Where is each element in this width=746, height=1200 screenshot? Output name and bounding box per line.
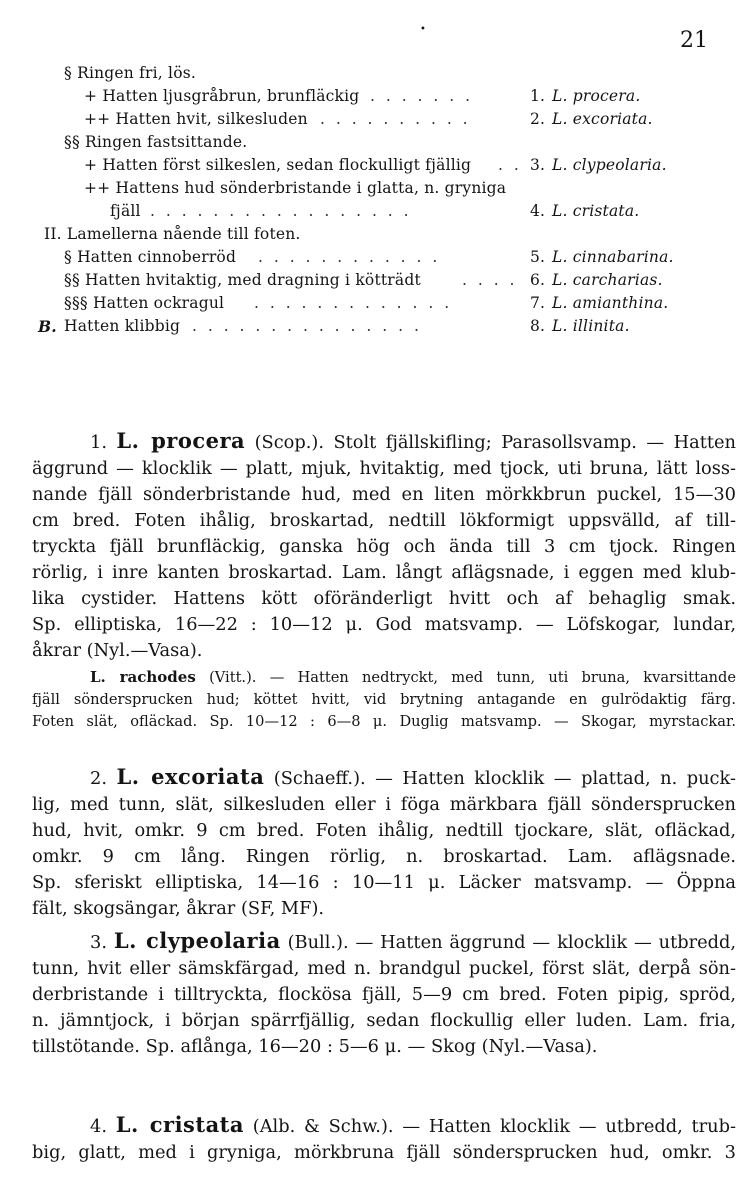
text-line (32, 428, 736, 456)
key-row (0, 317, 746, 340)
key-row (0, 156, 746, 179)
key-species: L. cristata. (552, 202, 640, 220)
text-line: lika cystider. Hattens kött oföränderligt hvitt och af behaglig smak. (32, 588, 736, 609)
species-author: (Schaeff.). (273, 768, 366, 789)
species-name: L. excoriata (116, 764, 265, 789)
key-dots: . . . . (462, 271, 518, 289)
key-number: 6. (530, 271, 546, 289)
key-text: Hatten klibbig (64, 317, 181, 335)
key-number: 4. (530, 202, 546, 220)
key-dots: . . . . . . . . . . . . . . . (192, 317, 422, 335)
text-line: fjäll söndersprucken hud; köttet hvitt, vid brytning antagande en gulrödaktig färg. (32, 691, 736, 708)
key-text: §§§ Hatten ockragul (64, 294, 225, 312)
key-species: L. illinita. (552, 317, 630, 335)
text-line: tryckta fjäll brunfläckig, ganska hög och ända till 3 cm tjock. Ringen (32, 536, 736, 557)
identification-key (0, 64, 746, 340)
species-name: L. rachodes (90, 668, 196, 686)
key-text: § Ringen fri, lös. (64, 64, 197, 82)
key-number: 3. (530, 156, 546, 174)
text-line-content: — Hatten klocklik — utbredd, trub- (402, 1116, 737, 1137)
species-author: (Scop.). (254, 432, 324, 453)
species-author: (Vitt.). (209, 669, 257, 686)
entry-rachodes (32, 666, 736, 733)
key-dots: . . . . . . . . . . (320, 110, 471, 128)
key-number: 1. (530, 87, 546, 105)
key-number: 8. (530, 317, 546, 335)
key-text: + Hatten först silkeslen, sedan flockulligt fjällig (84, 156, 472, 174)
key-number: 2. (530, 110, 546, 128)
key-dots: . . . . . . . . . . . . (258, 248, 441, 266)
species-author: (Alb. & Schw.). (252, 1116, 394, 1137)
entry-procera (32, 428, 736, 664)
text-line: big, glatt, med i gryniga, mörkbruna fjäll söndersprucken hud, omkr. 3 (32, 1142, 736, 1163)
key-text: fjäll (110, 202, 141, 220)
entry-number: 2. (90, 768, 107, 789)
text-line: tunn, hvit eller sämskfärgad, med n. brandgul puckel, först slät, derpå sön- (32, 958, 736, 979)
text-line: Sp. elliptiska, 16—22 : 10—12 μ. God matsvamp. — Löfskogar, lundar, (32, 614, 736, 635)
text-line: lig, med tunn, slät, silkesluden eller i föga märkbara fjäll söndersprucken (32, 794, 736, 815)
text-line: cm bred. Foten ihålig, broskartad, nedtill lökformigt uppsvälld, af till- (32, 510, 736, 531)
key-row (0, 179, 746, 202)
text-line: åkrar (Nyl.—Vasa). (32, 640, 203, 661)
key-dots: . . . . . . . (370, 87, 474, 105)
text-line: n. jämntjock, i början spärrfjällig, sedan flockullig eller luden. Lam. fria, (32, 1010, 736, 1031)
species-name: L. cristata (115, 1112, 244, 1137)
key-row (0, 110, 746, 133)
text-line: Foten slät, ofläckad. Sp. 10—12 : 6—8 μ. Duglig matsvamp. — Skogar, myrstackar. (32, 713, 736, 730)
page-dot: • (420, 24, 426, 35)
text-line-content: — Hatten klocklik — plattad, n. puck- (375, 768, 736, 789)
entry-clypeolaria (32, 928, 736, 1060)
text-line: derbristande i tilltryckta, flockösa fjäll, 5—9 cm bred. Foten pipig, spröd, (32, 984, 736, 1005)
key-species: L. amianthina. (552, 294, 669, 312)
key-dots: . . . . . . . . . . . . . . . . . (150, 202, 412, 220)
key-text: §§ Ringen fastsittande. (64, 133, 248, 151)
key-row (0, 202, 746, 225)
text-line: tillstötande. Sp. aflånga, 16—20 : 5—6 μ. — Skog (Nyl.—Vasa). (32, 1036, 598, 1057)
key-row (0, 87, 746, 110)
text-line: omkr. 9 cm lång. Ringen rörlig, n. broskartad. Lam. aflägsnade. (32, 846, 736, 867)
entry-number: 4. (90, 1116, 107, 1137)
key-row (0, 225, 746, 248)
key-species: L. procera. (552, 87, 641, 105)
text-line: rörlig, i inre kanten broskartad. Lam. långt aflägsnade, i eggen med klub- (32, 562, 736, 583)
text-line-content: — Hatten nedtryckt, med tunn, uti bruna, kvarsittande (269, 669, 737, 686)
text-line: Sp. sferiskt elliptiska, 14—16 : 10—11 μ. Läcker matsvamp. — Öppna (32, 872, 736, 893)
species-author: (Bull.). (287, 932, 349, 953)
key-dots: . . . . . . . . . . . . . (254, 294, 453, 312)
key-dots: . . (498, 156, 522, 174)
text-line-content: Stolt fjällskifling; Parasollsvamp. — Hatten (333, 432, 736, 453)
key-text: § Hatten cinnoberröd (64, 248, 237, 266)
text-line: fält, skogsängar, åkrar (SF, MF). (32, 898, 325, 919)
key-row (0, 133, 746, 156)
key-species: L. clypeolaria. (552, 156, 667, 174)
entry-excoriata (32, 764, 736, 922)
key-text: ++ Hatten hvit, silkesluden (84, 110, 308, 128)
key-row (0, 271, 746, 294)
key-text: §§ Hatten hvitaktig, med dragning i kötträdt (64, 271, 421, 289)
text-line (32, 928, 736, 956)
entry-number: 3. (90, 932, 107, 953)
text-line: nande fjäll sönderbristande hud, med en liten mörkkbrun puckel, 15—30 (32, 484, 736, 505)
species-name: L. clypeolaria (113, 928, 281, 953)
key-row (0, 248, 746, 271)
key-text: + Hatten ljusgråbrun, brunfläckig (84, 87, 360, 105)
entry-cristata (32, 1112, 736, 1166)
key-number: 5. (530, 248, 546, 266)
text-line: äggrund — klocklik — platt, mjuk, hvitaktig, med tjock, uti bruna, lätt loss- (32, 458, 736, 479)
text-line-content: — Hatten äggrund — klocklik — utbredd, (355, 932, 737, 953)
key-row (0, 64, 746, 87)
key-text: II. Lamellerna nående till foten. (44, 225, 301, 243)
text-line (32, 1112, 736, 1140)
page-number: 21 (680, 28, 708, 53)
text-line: hud, hvit, omkr. 9 cm bred. Foten ihålig, nedtill tjockare, slät, ofläckad, (32, 820, 736, 841)
entry-number: 1. (90, 432, 107, 453)
key-species: L. cinnabarina. (552, 248, 674, 266)
text-line (32, 666, 736, 689)
species-name: L. procera (116, 428, 246, 453)
key-species: L. carcharias. (552, 271, 663, 289)
key-row (0, 294, 746, 317)
key-species: L. excoriata. (552, 110, 653, 128)
key-prefix: B. (38, 317, 57, 336)
key-number: 7. (530, 294, 546, 312)
text-line (32, 764, 736, 792)
key-text: ++ Hattens hud sönderbristande i glatta, n. gryniga (84, 179, 507, 197)
